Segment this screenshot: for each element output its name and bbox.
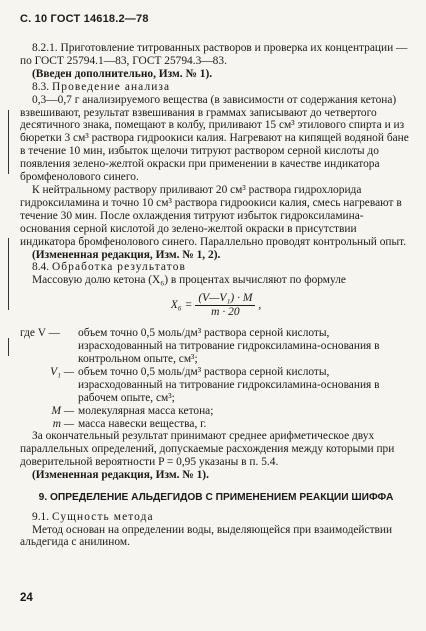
section-9-heading: 9. ОПРЕДЕЛЕНИЕ АЛЬДЕГИДОВ С ПРИМЕНЕНИЕМ РЕАКЦИИ ШИФФА [38,492,394,504]
section-8-3-heading [20,81,412,94]
page-header: С. 10 ГОСТ 14618.2—78 [20,13,149,25]
definition-symbol: где V — [20,327,61,340]
definition-text: масса навески вещества, г. [78,417,207,430]
section-9-1-heading [20,511,412,524]
page-number: 24 [20,592,33,604]
definition-item [20,327,412,366]
definition-text: объем точно 0,5 моль/дм³ раствора серной кислоты, израсходованный на титрование гидроксиламина-основания в рабочем опыте, см³; [78,365,380,404]
section-title: Сущность метода [51,510,154,523]
formula-numerator: (V—V₁) · M [195,292,255,306]
section-number: 8.3. [32,80,50,93]
paragraph-8-4: Массовую долю кетона (X₆) в процентах вычисляют по формуле [32,274,346,287]
definition-symbol: M — [51,404,74,417]
paragraph-final-result: За окончательный результат принимают среднее арифметическое двух параллельных определений, допускаемые расхождения между которыми при доверительной вероятности P = 0,95 указаны в п. 5.4. [20,430,395,469]
definition-item [20,405,412,418]
section-number: 8.4. [32,261,50,274]
ketone-formula [20,292,412,319]
document-body [20,42,412,549]
variable-definitions [20,327,412,430]
paragraph-9-1: Метод основан на определении воды, выделяющейся при взаимодействии альдегида с анилином. [20,523,393,549]
formula-fraction [195,292,255,319]
revision-mark [8,110,9,174]
section-number: 9.1. [32,510,50,523]
definition-item [20,418,412,431]
definition-symbol: m — [52,417,74,430]
definition-item [20,366,412,405]
paragraph-8-3-b: К нейтральному раствору приливают 20 см³ раствора гидрохлорида гидроксиламина и точно 10 см³ раствора гидроокиси калия, смесь нагревают в течение 30 мин. После охлаждения титруют избыток гидроксиламина-основания серной кислотой до зелено-желтой окраски в присутствии индикатора бромфенолового синего. Параллельно проводят контрольный опыт. [20,183,407,248]
formula-denominator: m · 20 [211,306,240,319]
section-title: Обработка результатов [51,261,186,274]
revision-mark [8,338,9,356]
paragraph-8-3-a: 0,3—0,7 г анализируемого вещества (в зависимости от содержания кетона) взвешивают, результат взвешивания в граммах записывают до четвертого десятичного знака, помещают в колбу, приливают 15 см³ этилового спирта и из бюретки 3 см³ раствора гидроокиси калия. Нагревают на кипящей водяной бане в течение 10 мин, избыток щелочи титруют раствором серной кислоты до появления зелено-желтой окраски при применении в качестве индикатора бромфенолового синего. [20,93,409,184]
definition-text: объем точно 0,5 моль/дм³ раствора серной кислоты, израсходованный на титрование гидроксиламина-основания в контрольном опыте, см³; [78,327,380,366]
section-8-4-heading [20,261,412,274]
edit-note: (Введен дополнительно, Изм. № 1). [32,67,213,80]
formula-lhs: X₆ = [170,299,193,312]
section-title: Проведение анализа [51,80,171,93]
formula-tail: , [258,299,262,312]
definition-text: молекулярная масса кетона; [78,404,214,417]
definition-symbol: V₁ — [50,365,74,378]
edit-note: (Измененная редакция, Изм. № 1). [32,469,209,482]
paragraph-8-2-1: 8.2.1. Приготовление титрованных растворов и проверка их концентрации — по ГОСТ 25794.1—83, ГОСТ 25794.3—83. [20,42,408,67]
revision-mark [8,238,9,310]
edit-note: (Измененная редакция, Изм. № 1, 2). [32,248,221,261]
